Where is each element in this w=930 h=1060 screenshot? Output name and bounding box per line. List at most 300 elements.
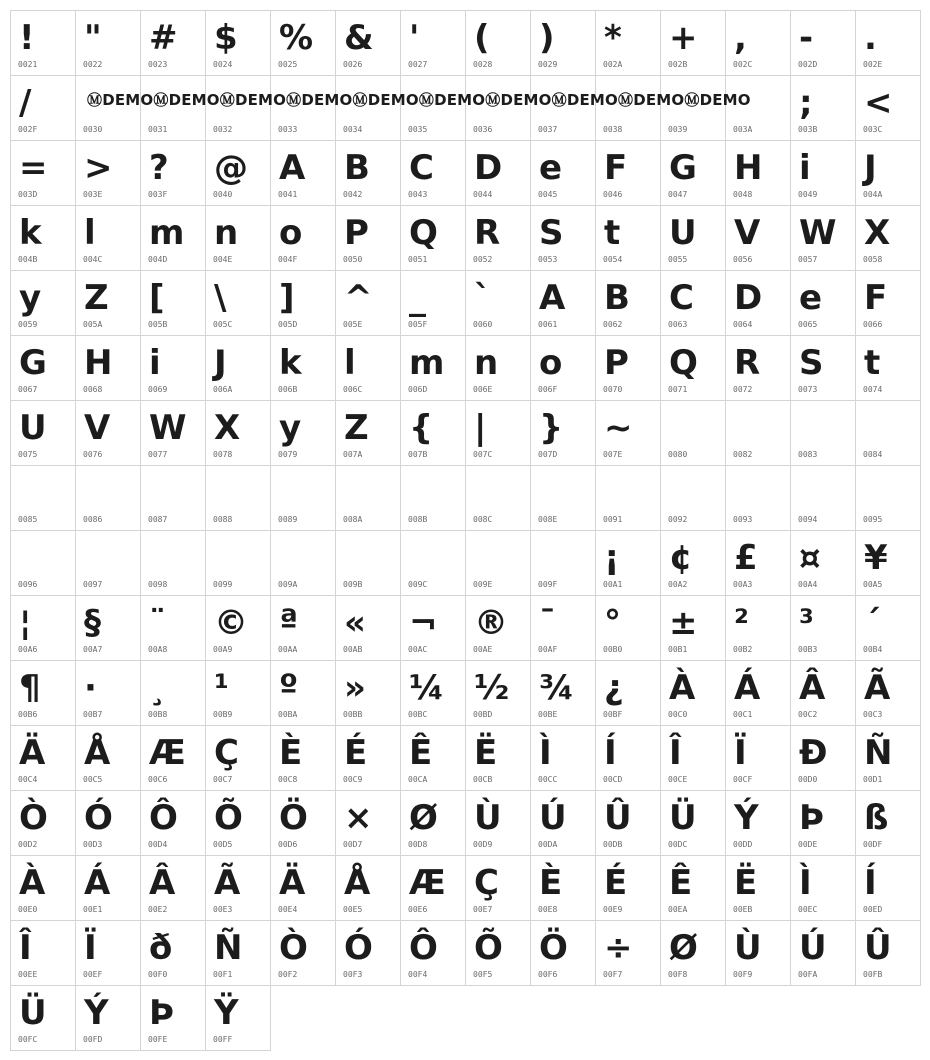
codepoint-label: 0087 — [148, 515, 168, 524]
codepoint-label: 0076 — [83, 450, 103, 459]
glyph-sample: ` — [474, 278, 491, 318]
glyph-sample: « — [344, 603, 366, 643]
glyph-cell — [75, 140, 141, 206]
glyph-cell — [855, 595, 921, 661]
glyph-sample: V — [734, 213, 761, 253]
glyph-sample: J — [214, 343, 227, 383]
glyph-cell — [400, 595, 466, 661]
glyph-sample: o — [279, 213, 303, 253]
glyph-sample: ® — [474, 603, 508, 643]
glyph-cell — [335, 270, 401, 336]
codepoint-label: 009A — [278, 580, 298, 589]
glyph-sample: Å — [84, 733, 111, 773]
glyph-cell — [530, 400, 596, 466]
codepoint-label: 0025 — [278, 60, 298, 69]
codepoint-label: 00E9 — [603, 905, 623, 914]
glyph-cell — [75, 725, 141, 791]
codepoint-label: 00FB — [863, 970, 883, 979]
glyph-cell — [790, 920, 856, 986]
glyph-sample: C — [409, 148, 434, 188]
glyph-cell — [790, 400, 856, 466]
glyph-sample: Ê — [669, 863, 693, 903]
glyph-cell — [595, 790, 661, 856]
codepoint-label: 005B — [148, 320, 168, 329]
codepoint-label: 0086 — [83, 515, 103, 524]
glyph-sample: W — [799, 213, 837, 253]
glyph-sample: Å — [344, 863, 371, 903]
glyph-sample: Ë — [474, 733, 498, 773]
codepoint-label: 0052 — [473, 255, 493, 264]
glyph-sample: ¹ — [214, 668, 229, 708]
glyph-cell — [595, 465, 661, 531]
codepoint-label: 00ED — [863, 905, 883, 914]
glyph-sample: F — [604, 148, 628, 188]
codepoint-label: 00D3 — [83, 840, 103, 849]
codepoint-label: 00FA — [798, 970, 818, 979]
glyph-sample: & — [344, 18, 374, 58]
codepoint-label: 0041 — [278, 190, 298, 199]
codepoint-label: 00F8 — [668, 970, 688, 979]
codepoint-label: 0082 — [733, 450, 753, 459]
glyph-sample: m — [409, 343, 445, 383]
glyph-cell — [335, 725, 401, 791]
glyph-cell — [10, 595, 76, 661]
glyph-sample: ~ — [604, 408, 633, 448]
glyph-cell — [270, 660, 336, 726]
codepoint-label: 004B — [18, 255, 38, 264]
glyph-sample: Ä — [279, 863, 306, 903]
glyph-sample: ¬ — [409, 603, 438, 643]
codepoint-label: 0064 — [733, 320, 753, 329]
codepoint-label: 0074 — [863, 385, 883, 394]
glyph-sample: X — [864, 213, 891, 253]
glyph-cell — [270, 205, 336, 271]
glyph-sample: . — [864, 18, 877, 58]
glyph-sample: C — [669, 278, 694, 318]
glyph-cell — [140, 855, 206, 921]
glyph-cell — [465, 10, 531, 76]
glyph-sample: o — [539, 343, 563, 383]
glyph-cell — [10, 465, 76, 531]
codepoint-label: 00C1 — [733, 710, 753, 719]
glyph-cell — [855, 10, 921, 76]
codepoint-label: 0072 — [733, 385, 753, 394]
glyph-cell — [465, 855, 531, 921]
glyph-cell — [790, 10, 856, 76]
codepoint-label: 0047 — [668, 190, 688, 199]
glyph-cell — [855, 205, 921, 271]
glyph-cell — [10, 205, 76, 271]
glyph-cell — [205, 10, 271, 76]
glyph-cell — [465, 140, 531, 206]
codepoint-label: 0065 — [798, 320, 818, 329]
codepoint-label: 004E — [213, 255, 233, 264]
glyph-cell — [790, 530, 856, 596]
codepoint-label: 006C — [343, 385, 363, 394]
glyph-cell — [595, 400, 661, 466]
glyph-sample: Ô — [149, 798, 178, 838]
glyph-cell — [660, 205, 726, 271]
glyph-cell — [335, 790, 401, 856]
glyph-cell — [530, 270, 596, 336]
codepoint-label: 0027 — [408, 60, 428, 69]
glyph-cell — [790, 75, 856, 141]
codepoint-label: 0053 — [538, 255, 558, 264]
glyph-sample: Ø — [409, 798, 438, 838]
codepoint-label: 009F — [538, 580, 558, 589]
glyph-cell — [140, 270, 206, 336]
glyph-cell — [205, 400, 271, 466]
glyph-cell — [855, 920, 921, 986]
codepoint-label: 009C — [408, 580, 428, 589]
codepoint-label: 008C — [473, 515, 493, 524]
glyph-cell — [205, 920, 271, 986]
codepoint-label: 0051 — [408, 255, 428, 264]
glyph-sample: e — [539, 148, 563, 188]
glyph-sample: × — [344, 798, 373, 838]
glyph-sample: Õ — [474, 928, 503, 968]
glyph-sample: À — [669, 668, 696, 708]
glyph-cell — [855, 140, 921, 206]
glyph-sample: Á — [84, 863, 111, 903]
codepoint-label: 0044 — [473, 190, 493, 199]
glyph-cell — [270, 725, 336, 791]
codepoint-label: 00D1 — [863, 775, 883, 784]
codepoint-label: 00E6 — [408, 905, 428, 914]
codepoint-label: 006D — [408, 385, 428, 394]
glyph-cell — [75, 855, 141, 921]
glyph-cell — [270, 140, 336, 206]
codepoint-label: 00CD — [603, 775, 623, 784]
codepoint-label: 00E8 — [538, 905, 558, 914]
codepoint-label: 00CA — [408, 775, 428, 784]
glyph-cell — [660, 530, 726, 596]
codepoint-label: 00D4 — [148, 840, 168, 849]
glyph-cell — [725, 530, 791, 596]
glyph-cell — [595, 530, 661, 596]
codepoint-label: 0030 — [83, 125, 103, 134]
codepoint-label: 003F — [148, 190, 168, 199]
codepoint-label: 00B0 — [603, 645, 623, 654]
glyph-cell — [75, 335, 141, 401]
glyph-cell — [660, 400, 726, 466]
glyph-sample: ² — [734, 603, 749, 643]
glyph-sample: ^ — [344, 278, 373, 318]
glyph-cell — [595, 270, 661, 336]
codepoint-label: 002C — [733, 60, 753, 69]
glyph-cell — [335, 205, 401, 271]
glyph-cell — [790, 660, 856, 726]
glyph-sample: % — [279, 18, 314, 58]
glyph-cell — [270, 595, 336, 661]
codepoint-label: 00BB — [343, 710, 363, 719]
glyph-sample: " — [84, 18, 102, 58]
codepoint-label: 007D — [538, 450, 558, 459]
glyph-sample: S — [539, 213, 564, 253]
codepoint-label: 00DD — [733, 840, 753, 849]
glyph-sample: È — [539, 863, 563, 903]
codepoint-label: 003B — [798, 125, 818, 134]
glyph-sample: Ë — [734, 863, 758, 903]
glyph-sample: ½ — [474, 668, 510, 708]
glyph-cell — [790, 855, 856, 921]
glyph-sample: Ö — [539, 928, 568, 968]
glyph-sample: Ý — [734, 798, 759, 838]
glyph-cell — [270, 855, 336, 921]
codepoint-label: 00F7 — [603, 970, 623, 979]
glyph-sample: B — [344, 148, 370, 188]
glyph-sample: Ö — [279, 798, 308, 838]
glyph-cell — [140, 660, 206, 726]
glyph-sample: Ò — [19, 798, 48, 838]
codepoint-label: 0026 — [343, 60, 363, 69]
codepoint-label: 00C9 — [343, 775, 363, 784]
glyph-sample: Ç — [474, 863, 499, 903]
glyph-sample: P — [344, 213, 369, 253]
glyph-cell — [595, 10, 661, 76]
glyph-cell — [855, 530, 921, 596]
glyph-sample: H — [84, 343, 113, 383]
codepoint-label: 008B — [408, 515, 428, 524]
glyph-sample: D — [734, 278, 763, 318]
glyph-sample: i — [149, 343, 161, 383]
codepoint-label: 0046 — [603, 190, 623, 199]
codepoint-label: 0043 — [408, 190, 428, 199]
codepoint-label: 00FE — [148, 1035, 168, 1044]
codepoint-label: 00A9 — [213, 645, 233, 654]
glyph-cell — [270, 10, 336, 76]
codepoint-label: 0022 — [83, 60, 103, 69]
glyph-sample: ´ — [864, 603, 881, 643]
codepoint-label: 00A2 — [668, 580, 688, 589]
codepoint-label: 0036 — [473, 125, 493, 134]
glyph-sample: Ñ — [864, 733, 893, 773]
glyph-sample: Î — [19, 928, 32, 968]
codepoint-label: 0071 — [668, 385, 688, 394]
codepoint-label: 00DC — [668, 840, 688, 849]
codepoint-label: 0028 — [473, 60, 493, 69]
glyph-sample: V — [84, 408, 111, 448]
glyph-cell — [335, 400, 401, 466]
glyph-cell — [595, 855, 661, 921]
glyph-cell — [205, 855, 271, 921]
codepoint-label: 00A4 — [798, 580, 818, 589]
codepoint-label: 002E — [863, 60, 883, 69]
codepoint-label: 00FD — [83, 1035, 103, 1044]
glyph-cell — [75, 660, 141, 726]
glyph-sample: Ð — [799, 733, 828, 773]
glyph-cell — [140, 335, 206, 401]
glyph-sample: Ø — [669, 928, 698, 968]
codepoint-label: 00F3 — [343, 970, 363, 979]
glyph-sample: Ÿ — [214, 993, 239, 1033]
glyph-sample: Ü — [669, 798, 697, 838]
glyph-sample: n — [214, 213, 239, 253]
codepoint-label: 00BF — [603, 710, 623, 719]
glyph-cell — [790, 595, 856, 661]
codepoint-label: 0093 — [733, 515, 753, 524]
codepoint-label: 002F — [18, 125, 38, 134]
glyph-sample: ¼ — [409, 668, 445, 708]
glyph-cell — [10, 270, 76, 336]
glyph-cell — [270, 530, 336, 596]
codepoint-label: 00BC — [408, 710, 428, 719]
codepoint-label: 0033 — [278, 125, 298, 134]
glyph-sample: Â — [799, 668, 826, 708]
glyph-sample: Í — [604, 733, 617, 773]
glyph-sample: § — [84, 603, 101, 643]
codepoint-label: 00B7 — [83, 710, 103, 719]
codepoint-label: 003E — [83, 190, 103, 199]
glyph-cell — [270, 920, 336, 986]
glyph-sample: ¸ — [149, 668, 166, 708]
codepoint-label: 0083 — [798, 450, 818, 459]
glyph-sample: + — [669, 18, 698, 58]
glyph-cell — [530, 660, 596, 726]
codepoint-label: 00E3 — [213, 905, 233, 914]
glyph-sample: ? — [149, 148, 169, 188]
codepoint-label: 0080 — [668, 450, 688, 459]
glyph-sample: ¨ — [149, 603, 166, 643]
codepoint-label: 0075 — [18, 450, 38, 459]
glyph-cell — [400, 140, 466, 206]
codepoint-label: 0095 — [863, 515, 883, 524]
glyph-cell — [335, 335, 401, 401]
codepoint-label: 00B6 — [18, 710, 38, 719]
glyph-cell — [595, 920, 661, 986]
glyph-cell — [400, 920, 466, 986]
codepoint-label: 008E — [538, 515, 558, 524]
glyph-cell — [205, 985, 271, 1051]
codepoint-label: 0038 — [603, 125, 623, 134]
codepoint-label: 0045 — [538, 190, 558, 199]
glyph-sample: k — [19, 213, 42, 253]
glyph-cell — [140, 725, 206, 791]
glyph-sample: ! — [19, 18, 35, 58]
glyph-cell — [400, 400, 466, 466]
glyph-sample: £ — [734, 538, 758, 578]
codepoint-label: 00B2 — [733, 645, 753, 654]
glyph-sample: · — [84, 668, 97, 708]
glyph-sample: Æ — [409, 863, 446, 903]
codepoint-label: 0067 — [18, 385, 38, 394]
glyph-sample: R — [734, 343, 761, 383]
glyph-cell — [400, 10, 466, 76]
glyph-sample: A — [539, 278, 566, 318]
codepoint-label: 0077 — [148, 450, 168, 459]
codepoint-label: 00D9 — [473, 840, 493, 849]
glyph-cell — [790, 465, 856, 531]
glyph-cell — [660, 595, 726, 661]
glyph-sample: Õ — [214, 798, 243, 838]
glyph-cell — [10, 660, 76, 726]
glyph-sample: º — [279, 668, 299, 708]
glyph-cell — [725, 660, 791, 726]
codepoint-label: 007C — [473, 450, 493, 459]
codepoint-label: 00FC — [18, 1035, 38, 1044]
glyph-cell — [10, 75, 76, 141]
glyph-cell — [725, 140, 791, 206]
glyph-cell — [400, 790, 466, 856]
codepoint-label: 0057 — [798, 255, 818, 264]
glyph-sample: B — [604, 278, 630, 318]
glyph-cell — [530, 855, 596, 921]
codepoint-label: 005D — [278, 320, 298, 329]
glyph-cell — [725, 855, 791, 921]
glyph-sample: ³ — [799, 603, 814, 643]
glyph-cell — [660, 660, 726, 726]
glyph-sample: ° — [604, 603, 621, 643]
glyph-cell — [140, 465, 206, 531]
codepoint-label: 0091 — [603, 515, 623, 524]
codepoint-label: 0098 — [148, 580, 168, 589]
glyph-cell — [530, 10, 596, 76]
glyph-sample: e — [799, 278, 823, 318]
glyph-cell — [400, 725, 466, 791]
glyph-sample: Í — [864, 863, 877, 903]
glyph-sample: ß — [864, 798, 889, 838]
glyph-sample: Q — [409, 213, 438, 253]
codepoint-label: 0056 — [733, 255, 753, 264]
glyph-cell — [595, 725, 661, 791]
glyph-sample: Ô — [409, 928, 438, 968]
codepoint-label: 003C — [863, 125, 883, 134]
codepoint-label: 007E — [603, 450, 623, 459]
codepoint-label: 006B — [278, 385, 298, 394]
glyph-sample: Ä — [19, 733, 46, 773]
codepoint-label: 00F9 — [733, 970, 753, 979]
glyph-sample: / — [19, 83, 32, 123]
glyph-cell — [855, 725, 921, 791]
codepoint-label: 0029 — [538, 60, 558, 69]
glyph-sample: ¯ — [539, 603, 556, 643]
glyph-sample: Û — [604, 798, 632, 838]
glyph-cell — [205, 530, 271, 596]
glyph-cell — [205, 270, 271, 336]
codepoint-label: 00D7 — [343, 840, 363, 849]
glyph-sample: k — [279, 343, 302, 383]
codepoint-label: 0078 — [213, 450, 233, 459]
glyph-cell — [10, 140, 76, 206]
glyph-cell — [400, 660, 466, 726]
glyph-cell — [595, 335, 661, 401]
glyph-sample: _ — [409, 278, 426, 318]
codepoint-label: 00B3 — [798, 645, 818, 654]
glyph-cell — [75, 530, 141, 596]
glyph-sample: ] — [279, 278, 295, 318]
glyph-cell — [400, 855, 466, 921]
glyph-cell — [530, 530, 596, 596]
glyph-sample: [ — [149, 278, 165, 318]
glyph-sample: ª — [279, 603, 299, 643]
glyph-cell — [465, 790, 531, 856]
glyph-sample: Ù — [734, 928, 762, 968]
codepoint-label: 0031 — [148, 125, 168, 134]
codepoint-label: 00AB — [343, 645, 363, 654]
codepoint-label: 0079 — [278, 450, 298, 459]
glyph-cell — [660, 335, 726, 401]
glyph-cell — [855, 465, 921, 531]
glyph-sample: U — [19, 408, 47, 448]
glyph-sample: Î — [669, 733, 682, 773]
glyph-cell — [10, 855, 76, 921]
codepoint-label: 00E2 — [148, 905, 168, 914]
glyph-sample: Ï — [84, 928, 97, 968]
glyph-sample: ) — [539, 18, 555, 58]
codepoint-label: 0073 — [798, 385, 818, 394]
codepoint-label: 008A — [343, 515, 363, 524]
glyph-sample: È — [279, 733, 303, 773]
